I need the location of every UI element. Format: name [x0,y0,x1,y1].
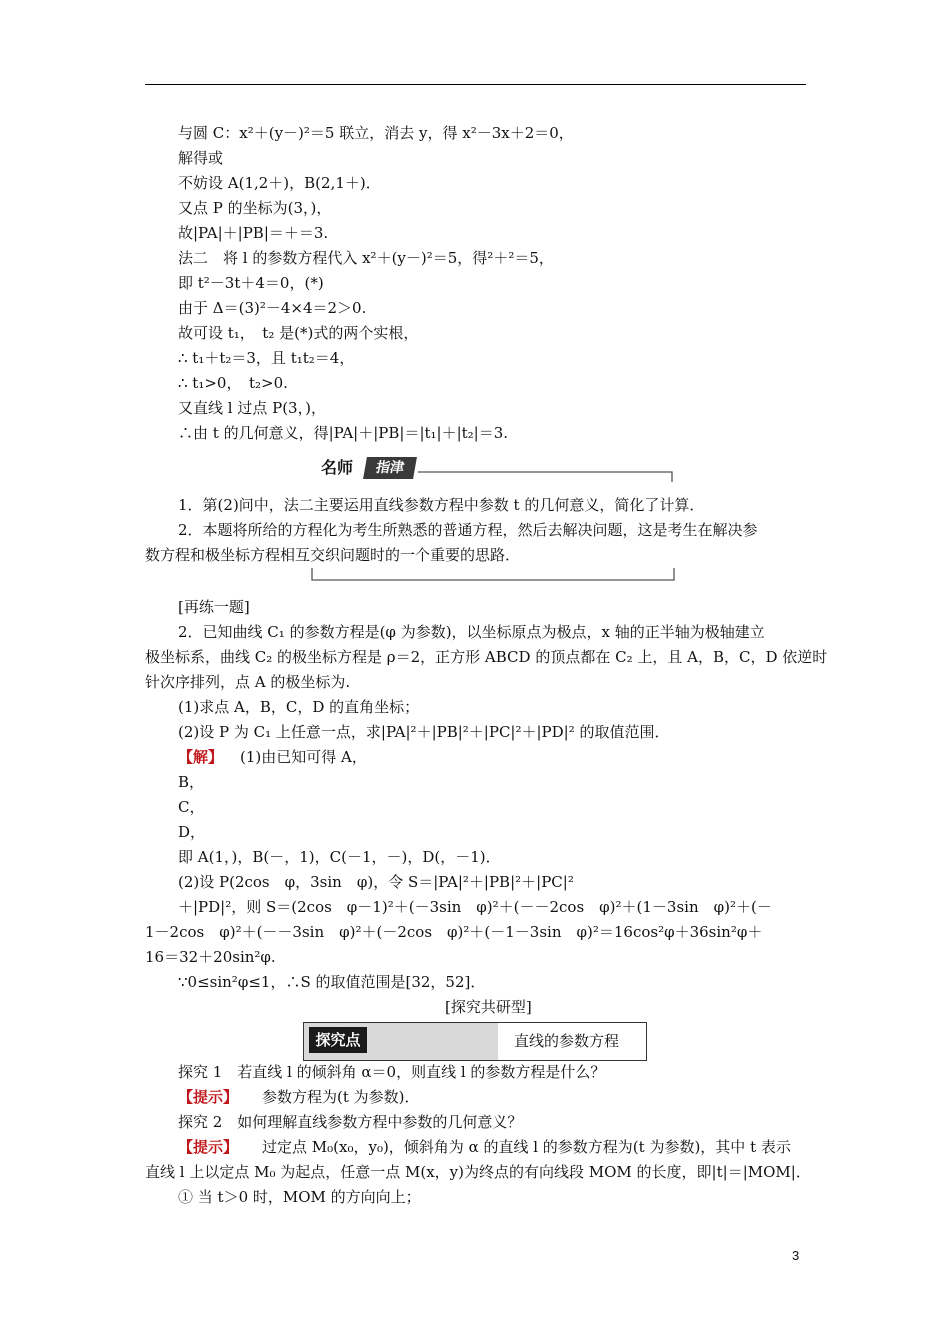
text-line: 故可设 t₁， t₂ 是(*)式的两个实根， [178,324,419,342]
text-line: ∴ t₁＋t₂＝3，且 t₁t₂＝4， [178,349,355,367]
text-line: 1．第(2)问中，法二主要运用直线参数方程中参数 t 的几何意义，简化了计算． [178,496,705,514]
text-line: 探究 2 如何理解直线参数方程中参数的几何意义？ [178,1113,523,1131]
tanjiudian-box [303,1022,647,1061]
text-line: 极坐标系，曲线 C₂ 的极坐标方程是 ρ＝2，正方形 ABCD 的顶点都在 C₂ 上，且 A，B，C，D 依逆时 [145,648,828,666]
text-line: [探究共研型] [445,998,532,1016]
text-line: 针次序排列，点 A 的极坐标为. [145,673,351,691]
text-line: B， [178,773,205,791]
text-line: 2．已知曲线 C₁ 的参数方程是(φ 为参数)，以坐标原点为极点，x 轴的正半轴为极轴建立 [178,623,765,641]
text-line: 由于 Δ＝(3)²－4×4＝2＞0. [178,299,367,317]
text-line: ① 当 t＞0 时，MOM 的方向向上； [178,1188,421,1206]
text-line: (2)设 P 为 C₁ 上任意一点，求|PA|²＋|PB|²＋|PC|²＋|PD|² 的取值范围． [178,723,670,741]
text-line: 1－2cos φ)²＋(－－3sin φ)²＋(－2cos φ)²＋(－1－3sin φ)²＝16cos²φ＋36sin²φ＋ [145,923,763,941]
text-line: 数方程和极坐标方程相互交织问题时的一个重要的思路． [145,546,521,564]
text-line: ∴由 t 的几何意义，得|PA|＋|PB|＝|t₁|＋|t₂|＝3. [178,424,509,442]
mingshi-badge [315,455,421,481]
text-line: 16＝32＋20sin²φ. [145,948,276,966]
text-line: 法二 将 l 的参数方程代入 x²＋(y－)²＝5，得²＋²＝5， [178,249,554,267]
text-line: (1)求点 A，B，C，D 的直角坐标； [178,698,420,716]
label-tishi-2: 【提示】 [178,1138,239,1156]
mingshi-text: 名师 [321,458,354,477]
text-line: 不妨设 A(1,2＋)，B(2,1＋)． [178,174,381,192]
text-line: [再练一题] [178,598,250,616]
text-line: (1)由已知可得 A， [225,748,367,766]
text-line: 探究 1 若直线 l 的倾斜角 α＝0，则直线 l 的参数方程是什么？ [178,1063,606,1081]
text-line: 即 A(1，)，B(－，1)，C(－1，－)，D(，－1)． [178,848,501,866]
page-number: 3 [792,1248,800,1263]
label-jie: 【解】 [178,748,224,766]
text-line: 又点 P 的坐标为(3，)， [178,199,332,217]
header-rule [145,84,806,85]
text-line: (2)设 P(2cos φ，3sin φ)，令 S＝|PA|²＋|PB|²＋|PC|² [178,873,574,891]
text-line: 即 t²－3t＋4＝0，(*) [178,274,324,292]
text-line: 过定点 M₀(x₀，y₀)，倾斜角为 α 的直线 l 的参数方程为(t 为参数)，其中 t 表示 [247,1138,791,1156]
zhijin-tag: 指津 [363,457,417,479]
text-line: 又直线 l 过点 P(3，)， [178,399,326,417]
text-line: ∵0≤sin²φ≤1，∴S 的取值范围是[32，52]． [178,973,486,991]
label-tishi-1: 【提示】 [178,1088,239,1106]
text-line: 故|PA|＋|PB|＝＋＝3. [178,224,329,242]
text-line: 2．本题将所给的方程化为考生所熟悉的普通方程，然后去解决问题，这是考生在解决参 [178,521,758,539]
tanjiudian-badge: 探究点 [309,1027,367,1053]
text-line: ∴ t₁>0， t₂>0. [178,374,288,392]
tanjiudian-title: 直线的参数方程 [514,1032,620,1050]
tanjiudian-shade [304,1023,498,1060]
text-line: C， [178,798,205,816]
text-line: 直线 l 上以定点 M₀ 为起点，任意一点 M(x，y)为终点的有向线段 MOM 的长度，即|t|＝|MOM|． [145,1163,811,1181]
text-line: ＋|PD|²，则 S＝(2cos φ－1)²＋(－3sin φ)²＋(－－2cos φ)²＋(1－3sin φ)²＋(－ [178,898,772,916]
note-box-bottom-border [310,568,676,582]
text-line: D， [178,823,206,841]
text-line: 与圆 C：x²＋(y－)²＝5 联立，消去 y，得 x²－3x＋2＝0， [178,124,574,142]
text-line: 解得或 [178,149,224,167]
text-line: 参数方程为(t 为参数)． [247,1088,420,1106]
